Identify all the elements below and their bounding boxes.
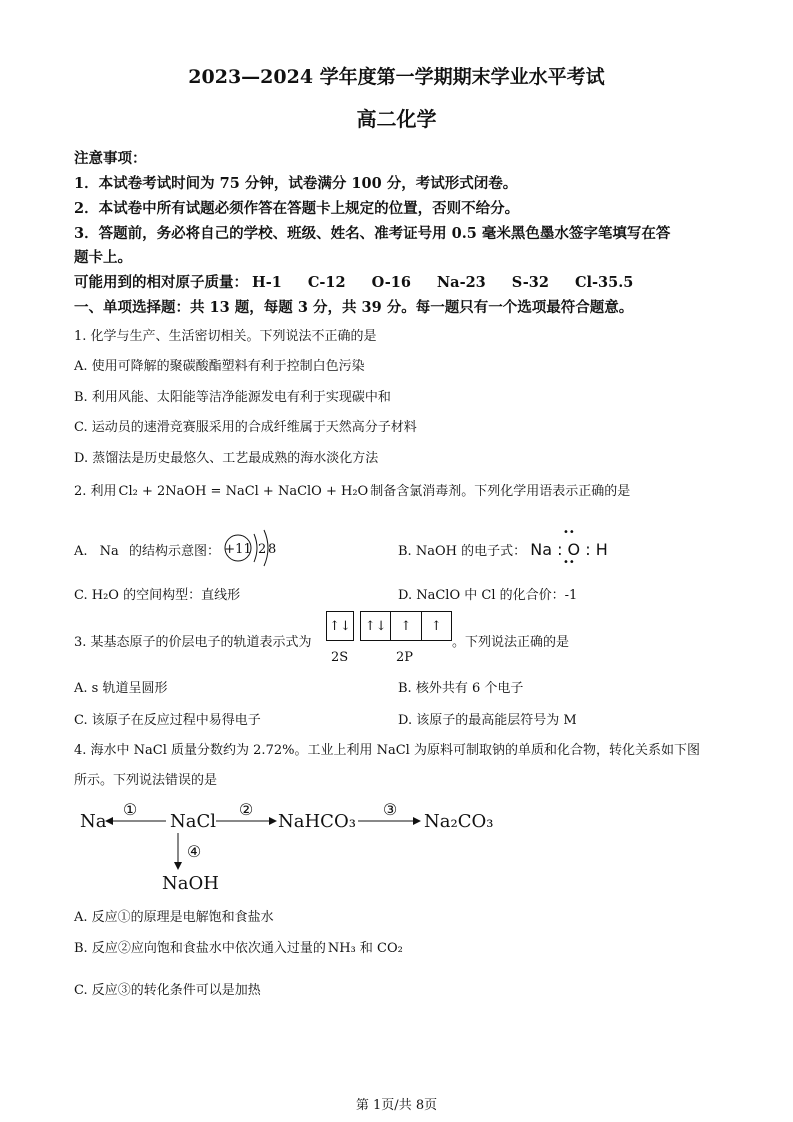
note-item: 题卡上。 <box>74 249 132 266</box>
atomic-mass: H-1 <box>252 274 282 291</box>
note-item: 1．本试卷考试时间为 75 分钟，试卷满分 100 分，考试形式闭卷。 <box>74 175 518 192</box>
q1-option-a: A. 使用可降解的聚碳酸酯塑料有利于控制白色污染 <box>74 359 365 374</box>
q2-option-a-label: A. <box>74 544 88 559</box>
q2-stem-start: 2. 利用 <box>74 484 117 499</box>
orbital-2p-box: ↑ <box>391 612 421 640</box>
atomic-mass: Na-23 <box>436 274 486 291</box>
note-item: 2．本试卷中所有试题必须作答在答题卡上规定的位置，否则不给分。 <box>74 200 520 217</box>
scheme-na2co3: Na₂CO₃ <box>424 811 494 832</box>
electron-dots-top: •• <box>563 527 575 538</box>
q1-option-b: B. 利用风能、太阳能等洁净能源发电有利于实现碳中和 <box>74 390 391 405</box>
q4-stem-line1: 4. 海水中 NaCl 质量分数约为 2.72%。工业上利用 NaCl 为原料可制取钠的单质和化合物，转化关系如下图 <box>74 743 700 758</box>
q4-option-c: C. 反应③的转化条件可以是加热 <box>74 983 261 998</box>
q2-option-b <box>398 540 608 559</box>
step-3-label: ③ <box>382 800 398 819</box>
q4-stem-line2: 所示。下列说法错误的是 <box>74 773 218 788</box>
q2-equation: Cl₂ + 2NaOH = NaCl + NaClO + H₂O <box>118 484 369 499</box>
step-1-label: ① <box>122 800 138 819</box>
q2-option-a <box>74 540 220 559</box>
q3-option-d: D. 该原子的最高能层符号为 M <box>398 713 577 728</box>
orbital-2s-label: 2S <box>331 650 349 665</box>
q3-option-b: B. 核外共有 6 个电子 <box>398 681 524 696</box>
q4-option-a: A. 反应①的原理是电解饱和食盐水 <box>74 910 274 925</box>
q2-option-b-text: B. NaOH 的电子式： <box>398 544 527 559</box>
q2-option-d: D. NaClO 中 Cl 的化合价：-1 <box>398 588 578 603</box>
scheme-nahco3: NaHCO₃ <box>278 811 356 832</box>
shell-1-electrons: 2 <box>258 542 267 557</box>
page-number: 第 1页/共 8页 <box>355 1098 438 1113</box>
section-title: 一、单项选择题：共 13 题，每题 3 分，共 39 分。每一题只有一个选项最符合题意。 <box>74 299 634 316</box>
q2-option-c: C. H₂O 的空间构型：直线形 <box>74 588 241 603</box>
atomic-mass: C-12 <box>307 274 346 291</box>
atomic-structure-diagram <box>222 526 282 572</box>
q2-option-b-formula: Na : O : H <box>530 540 608 559</box>
atomic-masses-label: 可能用到的相对原子质量： <box>74 274 248 291</box>
step-2-label: ② <box>238 800 254 819</box>
q3-option-c: C. 该原子在反应过程中易得电子 <box>74 713 261 728</box>
q3-stem-start: 3. 某基态原子的价层电子的轨道表示式为 <box>74 635 312 650</box>
scheme-nacl: NaCl <box>170 811 217 832</box>
exam-subtitle: 高二化学 <box>356 107 437 131</box>
note-item: 3．答题前，务必将自己的学校、班级、姓名、准考证号用 0.5 毫米黑色墨水签字笔填写在答 <box>74 225 671 242</box>
atomic-mass: S-32 <box>511 274 549 291</box>
q3-option-a: A. s 轨道呈圆形 <box>74 681 168 696</box>
atomic-masses <box>74 271 659 292</box>
q1-option-d: D. 蒸馏法是历史最悠久、工艺最成熟的海水淡化方法 <box>74 451 379 466</box>
scheme-na: Na <box>80 811 107 832</box>
orbital-2p-box: ↑ <box>430 618 442 634</box>
q2-stem <box>74 480 630 499</box>
q2-option-a-ion: Na <box>99 544 119 559</box>
atomic-mass: O-16 <box>371 274 411 291</box>
electron-dots-bottom: •• <box>563 557 575 568</box>
orbital-2p-box: ↑↓ <box>361 612 391 640</box>
q4-option-b-text: B. 反应②应向饱和食盐水中依次通入过量的 <box>74 941 326 956</box>
q2-stem-end: 制备含氯消毒剂。下列化学用语表示正确的是 <box>370 484 631 499</box>
orbital-2p-boxes <box>360 611 452 641</box>
exam-title: 2023—2024 学年度第一学期期末学业水平考试 <box>188 66 605 88</box>
notes-heading: 注意事项： <box>74 150 147 167</box>
q3-stem-end: 。下列说法正确的是 <box>452 635 570 650</box>
step-4-label: ④ <box>186 842 202 861</box>
orbital-2s-electrons: ↑↓ <box>329 618 351 634</box>
q4-option-b <box>74 937 403 956</box>
nucleus-charge: +11 <box>224 542 252 557</box>
orbital-2s-box <box>326 611 354 641</box>
orbital-2p-label: 2P <box>396 650 414 665</box>
shell-arc-1 <box>254 534 257 562</box>
q1-stem: 1. 化学与生产、生活密切相关。下列说法不正确的是 <box>74 329 377 344</box>
scheme-naoh: NaOH <box>162 873 219 894</box>
q4-option-b-formula: NH₃ 和 CO₂ <box>327 941 403 956</box>
conversion-scheme <box>74 795 514 900</box>
q2-option-a-text: 的结构示意图： <box>128 544 220 559</box>
q1-option-c: C. 运动员的速滑竞赛服采用的合成纤维属于天然高分子材料 <box>74 420 417 435</box>
atomic-mass: Cl-35.5 <box>574 274 634 291</box>
shell-2-electrons: 8 <box>268 542 277 557</box>
